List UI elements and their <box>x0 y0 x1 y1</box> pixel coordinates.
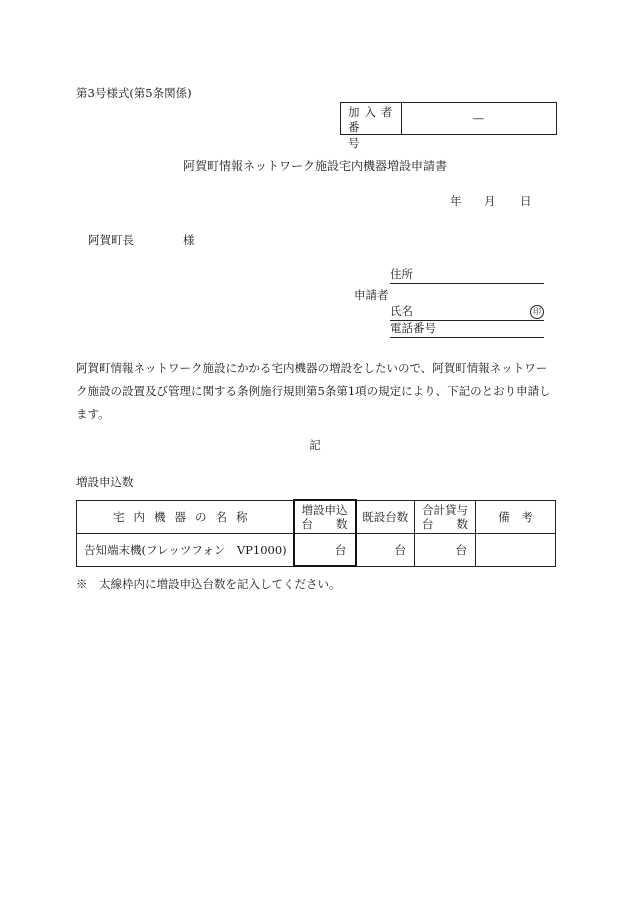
form-number: 第3号様式(第5条関係) <box>76 86 192 100</box>
section-title: 増設申込数 <box>76 475 134 489</box>
body-paragraph: 阿賀町情報ネットワーク施設にかかる宅内機器の増設をしたいので、阿賀町情報ネットワーク施設の設置及び管理に関する条例施行規則第5条第1項の規定により、下記のとおり申請します。 <box>76 361 551 421</box>
header-remarks: 備 考 <box>476 500 556 534</box>
quantity-table <box>76 499 556 567</box>
header-total-count: 合計貸与 台 数 <box>415 500 476 534</box>
addressee-honorific: 様 <box>183 233 195 247</box>
date-year: 年 <box>450 194 462 208</box>
subscriber-label-line1: 加入者 <box>348 105 398 119</box>
seal-mark: 印 <box>530 305 544 319</box>
subscriber-number-field[interactable]: — <box>472 111 485 125</box>
name-label: 氏名 <box>390 304 413 318</box>
phone-field[interactable] <box>390 321 544 338</box>
header-equipment-name: 宅内機器の名称 <box>77 500 294 534</box>
date-month: 月 <box>484 194 496 208</box>
document-title: 阿賀町情報ネットワーク施設宅内機器増設申請書 <box>182 159 447 173</box>
apply-count-cell[interactable]: 台 <box>294 534 356 567</box>
record-label: 記 <box>309 438 321 452</box>
subscriber-label-line2: 番号 <box>348 120 377 150</box>
remarks-cell[interactable] <box>476 534 556 567</box>
header-existing-count: 既設台数 <box>356 500 415 534</box>
phone-label: 電話番号 <box>390 321 436 335</box>
footnote: ※ 太線枠内に増設申込台数を記入してください。 <box>76 577 341 591</box>
name-field[interactable] <box>390 304 544 321</box>
address-label: 住所 <box>390 267 413 281</box>
existing-count-cell[interactable]: 台 <box>356 534 415 567</box>
table-header-row <box>77 500 556 534</box>
subscriber-number-box <box>340 102 557 150</box>
total-count-cell[interactable]: 台 <box>415 534 476 567</box>
header-apply-count: 増設申込 台 数 <box>294 500 356 534</box>
subscriber-number-label <box>341 103 402 150</box>
applicant-label: 申請者 <box>354 288 389 302</box>
equipment-name-cell: 告知端末機(フレッツフォン VP1000) <box>77 534 294 567</box>
date-day: 日 <box>520 194 532 208</box>
address-field[interactable] <box>390 267 544 284</box>
table-row <box>77 534 556 567</box>
addressee-name: 阿賀町長 <box>88 233 134 247</box>
